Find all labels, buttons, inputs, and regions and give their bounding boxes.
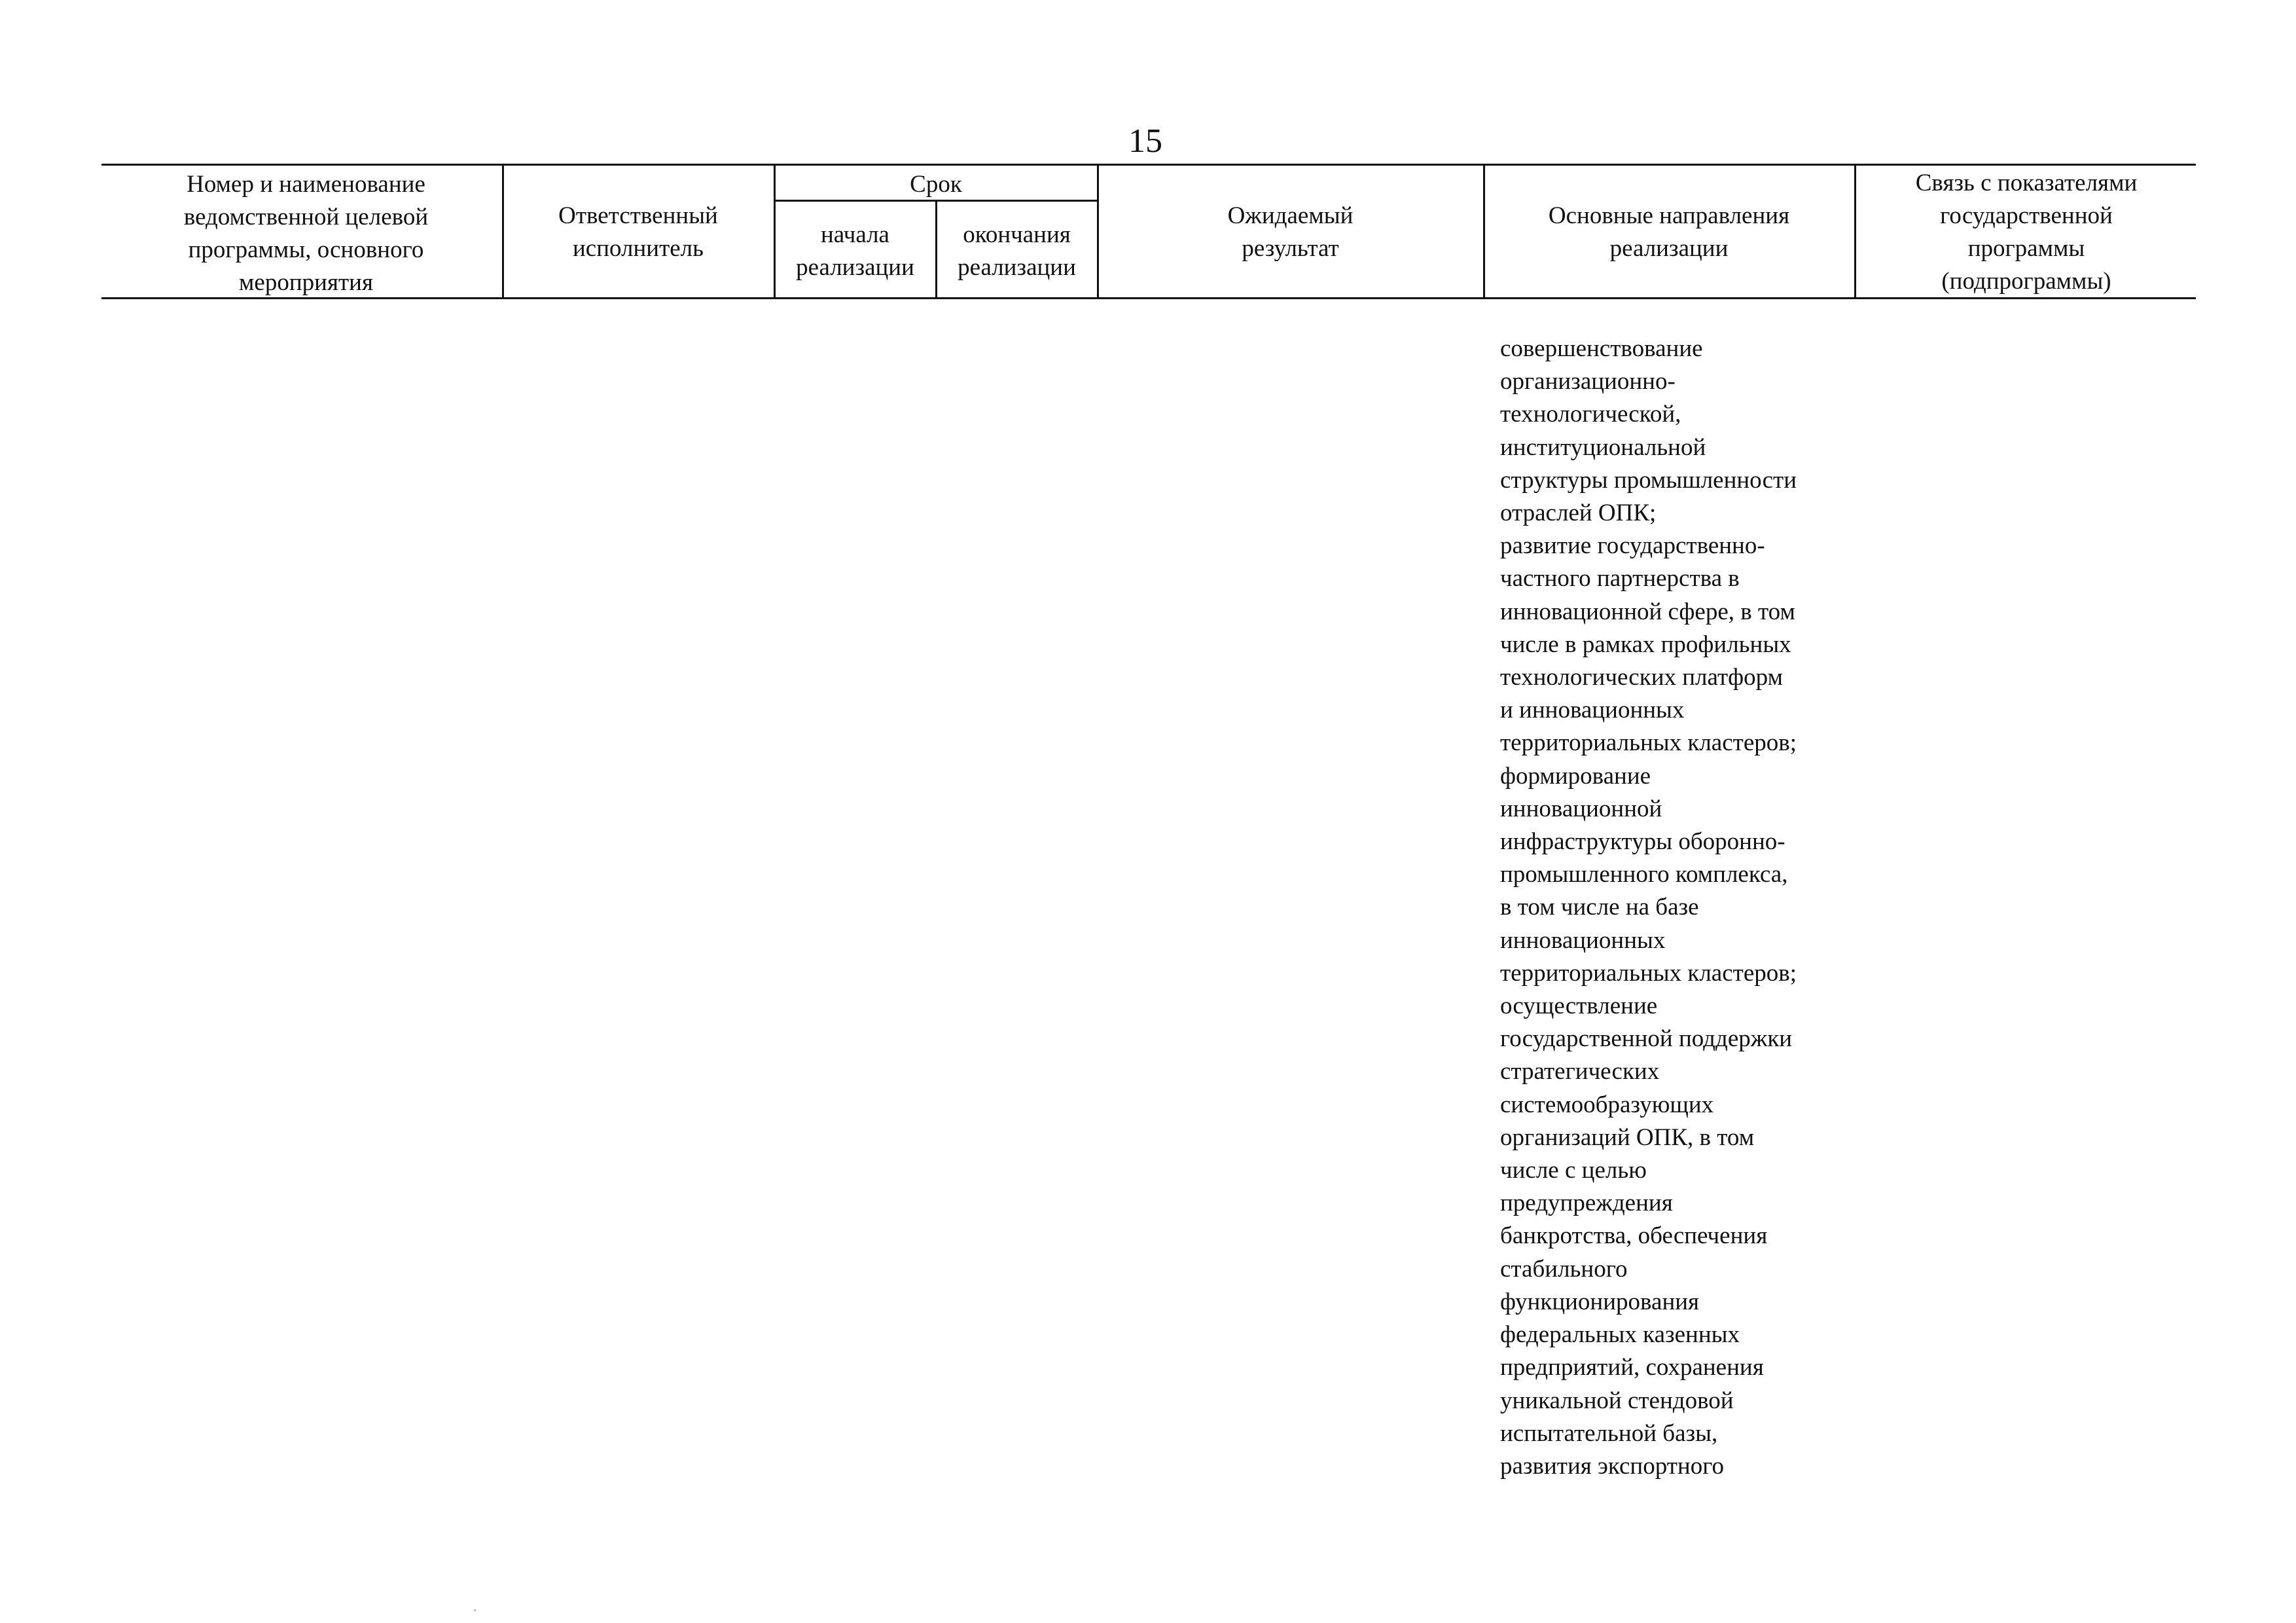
header-program-name: Номер и наименование ведомственной целевой программы, основного мероприятия	[183, 171, 429, 296]
header-term-start: начала реализации	[796, 221, 914, 281]
header-term: Срок	[910, 171, 962, 198]
header-indicators-link: Связь с показателями государственной программы (подпрограммы)	[1915, 170, 2138, 295]
header-term-end: окончания реализации	[958, 221, 1076, 281]
main-directions-text: совершенствование организационно- технологической, институциональной структуры промышленности отраслей ОПК; развитие государственно- частного партнерства в инновационной сфере, в том числе в рамках профильных технологических платформ и инновационных территориальных кластеров; формирование инновационной инфраструктуры оборонно- промышленного комплекса, в том числе на базе инновационных территориальных кластеров; осуществление государственной поддержки стратегических системообразующих организаций ОПК, в том числе с целью предупреждения банкротства, обеспечения стабильного функционирования федеральных казенных предприятий, сохранения уникальной стендовой испытательной базы, развития экспортного	[1500, 335, 1797, 1480]
header-responsible: Ответственный исполнитель	[558, 202, 718, 262]
header-expected-result: Ожидаемый результат	[1227, 202, 1354, 262]
header-main-directions: Основные направления реализации	[1548, 202, 1790, 262]
scan-speck	[474, 1609, 476, 1611]
table-top-rule	[101, 164, 2196, 166]
page-number: 15	[1128, 122, 1162, 160]
